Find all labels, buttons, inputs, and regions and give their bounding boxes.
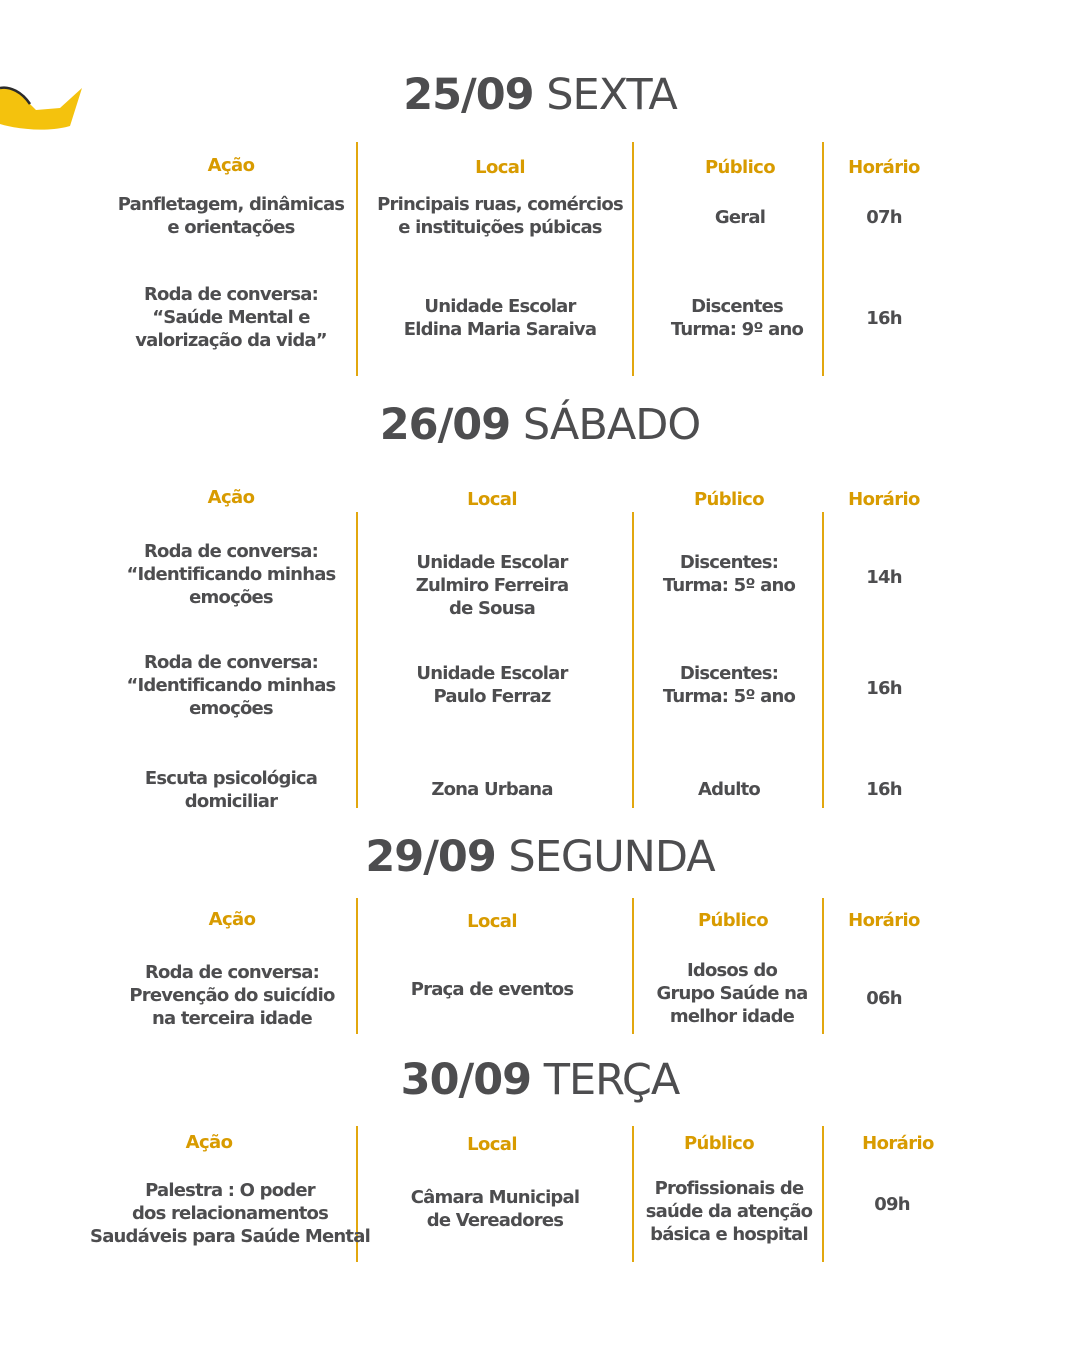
cell-local: Câmara Municipal de Vereadores xyxy=(410,1187,580,1231)
day-weekday: SEXTA xyxy=(546,70,677,120)
cell-horario: 14h xyxy=(866,567,902,588)
header-acao: Ação xyxy=(207,487,255,508)
header-acao: Ação xyxy=(185,1132,233,1153)
header-horario: Horário xyxy=(862,1133,934,1154)
cell-acao: Roda de conversa: “Saúde Mental e valorização da vida” xyxy=(135,284,327,351)
cell-horario: 06h xyxy=(866,988,902,1009)
cell-acao: Panfletagem, dinâmicas e orientações xyxy=(117,194,345,238)
cell-local: Unidade Escolar Eldina Maria Saraiva xyxy=(403,296,597,340)
cell-horario: 09h xyxy=(874,1194,910,1215)
cell-publico: Discentes Turma: 9º ano xyxy=(670,296,804,340)
day-title-4 xyxy=(0,1055,1080,1105)
header-publico: Público xyxy=(697,910,769,931)
cell-acao: Roda de conversa: Prevenção do suicídio na terceira idade xyxy=(129,962,335,1029)
day-weekday: TERÇA xyxy=(543,1055,680,1105)
cell-acao: Roda de conversa: “Identificando minhas emoções xyxy=(126,652,336,719)
cell-local: Unidade Escolar Paulo Ferraz xyxy=(416,663,568,707)
cell-publico: Adulto xyxy=(698,779,760,800)
day-title-1 xyxy=(0,70,1080,120)
day-date: 26/09 xyxy=(379,400,511,450)
day-date: 29/09 xyxy=(365,832,496,882)
cell-horario: 16h xyxy=(866,308,902,329)
day-weekday: SÁBADO xyxy=(522,400,701,450)
header-horario: Horário xyxy=(848,157,920,178)
cell-horario: 16h xyxy=(866,779,902,800)
header-horario: Horário xyxy=(848,489,920,510)
cell-local: Unidade Escolar Zulmiro Ferreira de Sousa xyxy=(415,552,569,619)
header-local: Local xyxy=(467,911,517,932)
cell-acao: Escuta psicológica domiciliar xyxy=(144,768,318,812)
cell-acao: Palestra : O poder dos relacionamentos Saudáveis para Saúde Mental xyxy=(90,1180,370,1247)
cell-publico: Discentes: Turma: 5º ano xyxy=(662,552,796,596)
header-publico: Público xyxy=(683,1133,755,1154)
header-publico: Público xyxy=(704,157,776,178)
day-date: 25/09 xyxy=(403,70,534,120)
cell-local: Praça de eventos xyxy=(410,979,574,1000)
cell-local: Principais ruas, comércios e instituições púbicas xyxy=(377,194,623,238)
cell-local: Zona Urbana xyxy=(431,779,553,800)
day-date: 30/09 xyxy=(400,1055,532,1105)
cell-publico: Idosos do Grupo Saúde na melhor idade xyxy=(656,960,808,1027)
header-local: Local xyxy=(467,489,517,510)
day-title-3 xyxy=(0,832,1080,882)
cell-horario: 07h xyxy=(866,207,902,228)
header-acao: Ação xyxy=(207,155,255,176)
header-local: Local xyxy=(475,157,525,178)
day-title-2 xyxy=(0,400,1080,450)
header-horario: Horário xyxy=(848,910,920,931)
header-local: Local xyxy=(467,1134,517,1155)
cell-publico: Geral xyxy=(714,207,766,228)
header-acao: Ação xyxy=(208,909,256,930)
cell-horario: 16h xyxy=(866,678,902,699)
day-weekday: SEGUNDA xyxy=(508,832,715,882)
cell-acao: Roda de conversa: “Identificando minhas emoções xyxy=(126,541,336,608)
cell-publico: Discentes: Turma: 5º ano xyxy=(662,663,796,707)
header-publico: Público xyxy=(693,489,765,510)
cell-publico: Profissionais de saúde da atenção básica e hospital xyxy=(645,1178,813,1245)
